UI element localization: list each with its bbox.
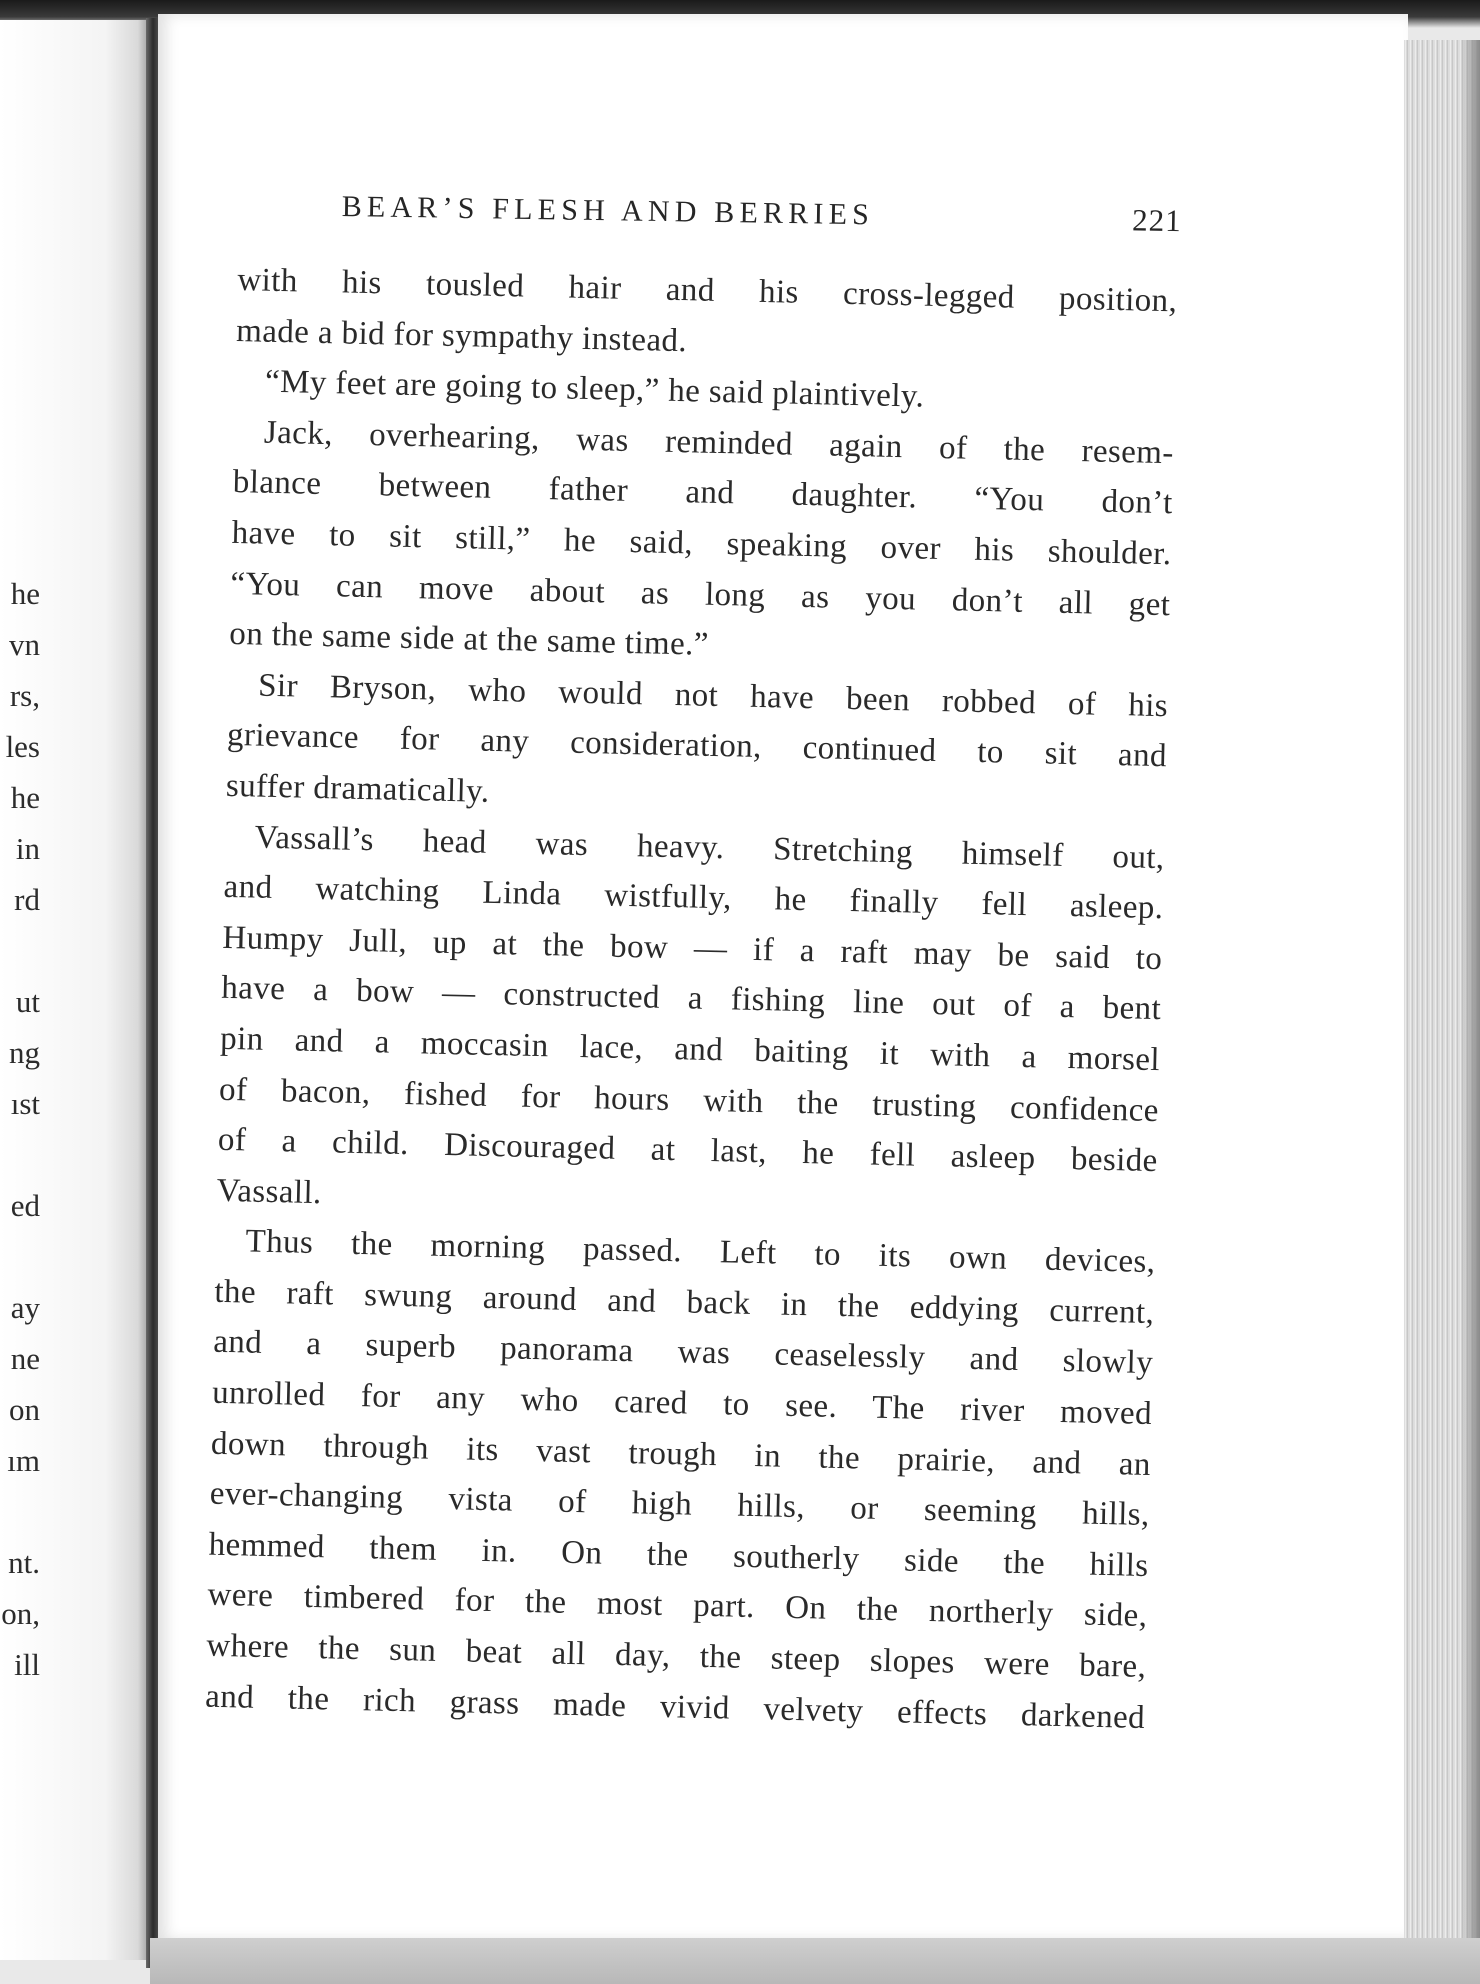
- text-line: the raft swung around and back in the eddying current,: [214, 1273, 1155, 1331]
- text-line: Jack, overhearing, was reminded again of the resem-: [263, 414, 1175, 472]
- text-line: down through its vast trough in the prairie, and an: [210, 1425, 1152, 1483]
- left-fragment: [0, 1486, 40, 1537]
- text-line: made a bid for sympathy instead.: [235, 312, 688, 359]
- left-fragment: les: [5, 729, 40, 764]
- left-fragment: [0, 1231, 40, 1282]
- running-head-title: BEAR’S FLESH AND BERRIES: [341, 190, 875, 232]
- left-fragment: nt.: [8, 1545, 40, 1580]
- text-line: pin and a moccasin lace, and baiting it with a morsel: [219, 1020, 1161, 1079]
- left-fragment: ıst: [10, 1086, 40, 1121]
- text-line: have a bow — constructed a fishing line out of a bent: [220, 970, 1162, 1028]
- left-fragment: ne: [10, 1341, 40, 1376]
- left-fragment: ill: [14, 1647, 40, 1682]
- scanner-bottom-edge: [150, 1938, 1480, 1984]
- left-fragment: on: [9, 1392, 40, 1427]
- text-line: were timbered for the most part. On the northerly side,: [207, 1577, 1148, 1635]
- left-fragment: [0, 1129, 40, 1180]
- left-fragment: rd: [14, 882, 40, 917]
- text-line: Humpy Jull, up at the bow — if a raft may be said to: [222, 919, 1163, 977]
- text-line: and a superb panorama was ceaselessly and slowly: [212, 1324, 1154, 1382]
- text-line: unrolled for any who cared to see. The river moved: [211, 1374, 1153, 1433]
- left-fragment: on,: [1, 1596, 40, 1631]
- page-edges: [1404, 40, 1480, 1940]
- page-body-text: [205, 255, 1178, 1743]
- text-line: suffer dramatically.: [225, 767, 490, 810]
- left-fragment: ed: [10, 1188, 40, 1223]
- text-line: where the sun beat all day, the steep slopes were bare,: [206, 1627, 1147, 1685]
- text-line: blance between father and daughter. “You don’t: [232, 464, 1174, 522]
- page-number: 221: [1131, 202, 1182, 239]
- text-line: with his tousled hair and his cross-legged position,: [237, 261, 1178, 320]
- text-line: Vassall’s head was heavy. Stretching himself out,: [254, 819, 1165, 876]
- text-line: “You can move about as long as you don’t all get: [230, 565, 1171, 623]
- text-line: “My feet are going to sleep,” he said plaintively.: [264, 363, 925, 415]
- text-line: of bacon, fished for hours with the trusting confidence: [218, 1071, 1160, 1129]
- left-page-text-fragments: [0, 568, 40, 1690]
- text-line: and the rich grass made vivid velvety effects darkened: [204, 1678, 1146, 1736]
- left-fragment: [0, 925, 40, 976]
- text-line: of a child. Discouraged at last, he fell asleep beside: [217, 1121, 1159, 1180]
- left-fragment: rs,: [9, 678, 40, 713]
- left-fragment: he: [10, 780, 40, 815]
- text-line: have to sit still,” he said, speaking over his shoulder.: [231, 514, 1172, 573]
- left-fragment: ım: [7, 1443, 40, 1478]
- left-fragment: ng: [9, 1035, 40, 1070]
- left-fragment: vn: [9, 627, 40, 662]
- text-line: hemmed them in. On the southerly side the hills: [208, 1526, 1149, 1584]
- left-fragment: ay: [10, 1290, 40, 1325]
- text-line: Sir Bryson, who would not have been robbed of his: [257, 667, 1169, 724]
- text-line: grievance for any consideration, continued to sit and: [226, 717, 1168, 775]
- left-fragment: ut: [15, 984, 40, 1019]
- text-line: on the same side at the same time.”: [228, 616, 710, 663]
- text-line: Thus the morning passed. Left to its own devices,: [245, 1223, 1156, 1281]
- left-fragment: he: [10, 576, 40, 611]
- left-fragment: in: [15, 831, 40, 866]
- text-line: ever-changing vista of high hills, or seeming hills,: [209, 1475, 1151, 1534]
- text-line: Vassall.: [216, 1172, 323, 1211]
- text-line: and watching Linda wistfully, he finally fell asleep.: [223, 868, 1164, 927]
